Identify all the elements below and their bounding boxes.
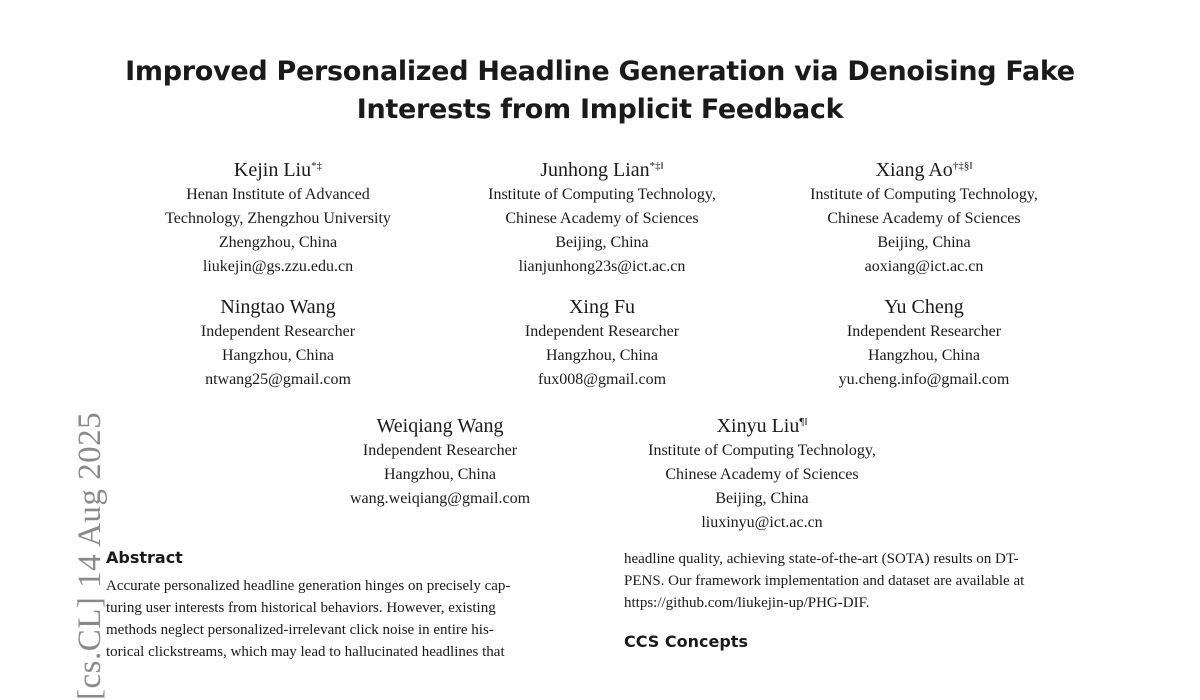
author-email: liuxinyu@ict.ac.cn: [701, 514, 823, 531]
author-email: aoxiang@ict.ac.cn: [864, 258, 984, 275]
author-affiliation: Institute of Computing Technology,: [488, 186, 716, 203]
author-name: Weiqiang Wang: [376, 415, 504, 437]
title-line-2: Interests from Implicit Feedback: [356, 94, 844, 125]
author-email: yu.cheng.info@gmail.com: [838, 371, 1010, 388]
author-email: fux008@gmail.com: [537, 371, 667, 388]
author-email: ntwang25@gmail.com: [205, 371, 351, 388]
author-affiliation: Independent Researcher: [524, 323, 680, 340]
author-name: Yu Cheng: [884, 296, 964, 318]
title-line-1: Improved Personalized Headline Generation via Denoising Fake: [125, 56, 1075, 87]
author-name: Xiang Ao†‡§‖: [875, 159, 973, 181]
author-location: Beijing, China: [877, 234, 971, 251]
author-affiliation: Independent Researcher: [362, 442, 518, 459]
author-block: [128, 294, 428, 392]
abstract-line: torical clickstreams, which may lead to hallucinated headlines that: [106, 644, 505, 660]
author-affiliation: Independent Researcher: [846, 323, 1002, 340]
author-name: Ningtao Wang: [220, 296, 336, 318]
author-footnote-marks: *‡: [311, 160, 323, 172]
abstract-line: methods neglect personalized-irrelevant click noise in entire his-: [106, 622, 494, 638]
paper-title: [60, 53, 1140, 129]
author-affiliation: Chinese Academy of Sciences: [505, 210, 699, 227]
author-name: Junhong Lian*‡‖: [540, 159, 664, 181]
author-location: Hangzhou, China: [546, 347, 658, 364]
author-block: [290, 413, 590, 511]
author-affiliation: Independent Researcher: [200, 323, 356, 340]
right-column-text: [624, 548, 1104, 614]
author-location: Beijing, China: [715, 490, 809, 507]
ccs-concepts-heading: CCS Concepts: [624, 632, 748, 651]
abstract-text: [106, 575, 582, 663]
author-block: [452, 294, 752, 392]
right-column-line: https://github.com/liukejin-up/PHG-DIF.: [624, 595, 870, 611]
author-email: wang.weiqiang@gmail.com: [349, 490, 531, 507]
author-footnote-marks: ¶‖: [799, 416, 808, 428]
arxiv-stamp: [cs.CL] 14 Aug 2025: [72, 411, 108, 700]
author-affiliation: Institute of Computing Technology,: [810, 186, 1038, 203]
author-email: liukejin@gs.zzu.edu.cn: [202, 258, 354, 275]
author-affiliation: Chinese Academy of Sciences: [665, 466, 859, 483]
author-name: Xinyu Liu¶‖: [716, 415, 808, 437]
author-block: [452, 157, 752, 279]
author-block: [774, 294, 1074, 392]
abstract-line: turing user interests from historical behaviors. However, existing: [106, 600, 496, 616]
author-footnote-marks: *‡‖: [649, 160, 664, 172]
author-affiliation: Chinese Academy of Sciences: [827, 210, 1021, 227]
author-footnote-marks: †‡§‖: [952, 160, 973, 172]
abstract-line: Accurate personalized headline generation hinges on precisely cap-: [106, 578, 511, 594]
author-name: Xing Fu: [568, 296, 636, 318]
author-block: [128, 157, 428, 279]
right-column-line: PENS. Our framework implementation and dataset are available at: [624, 573, 1025, 589]
author-affiliation: Institute of Computing Technology,: [648, 442, 876, 459]
abstract-heading: Abstract: [106, 548, 183, 567]
author-affiliation: Henan Institute of Advanced: [186, 186, 370, 203]
author-location: Hangzhou, China: [222, 347, 334, 364]
author-block: [612, 413, 912, 535]
author-block: [774, 157, 1074, 279]
author-email: lianjunhong23s@ict.ac.cn: [518, 258, 686, 275]
right-column-line: headline quality, achieving state-of-the-art (SOTA) results on DT-: [624, 551, 1019, 567]
author-location: Zhengzhou, China: [218, 234, 338, 251]
author-affiliation: Technology, Zhengzhou University: [165, 210, 391, 227]
author-name: Kejin Liu*‡: [233, 159, 323, 181]
author-location: Hangzhou, China: [868, 347, 980, 364]
author-location: Beijing, China: [555, 234, 649, 251]
author-location: Hangzhou, China: [384, 466, 496, 483]
